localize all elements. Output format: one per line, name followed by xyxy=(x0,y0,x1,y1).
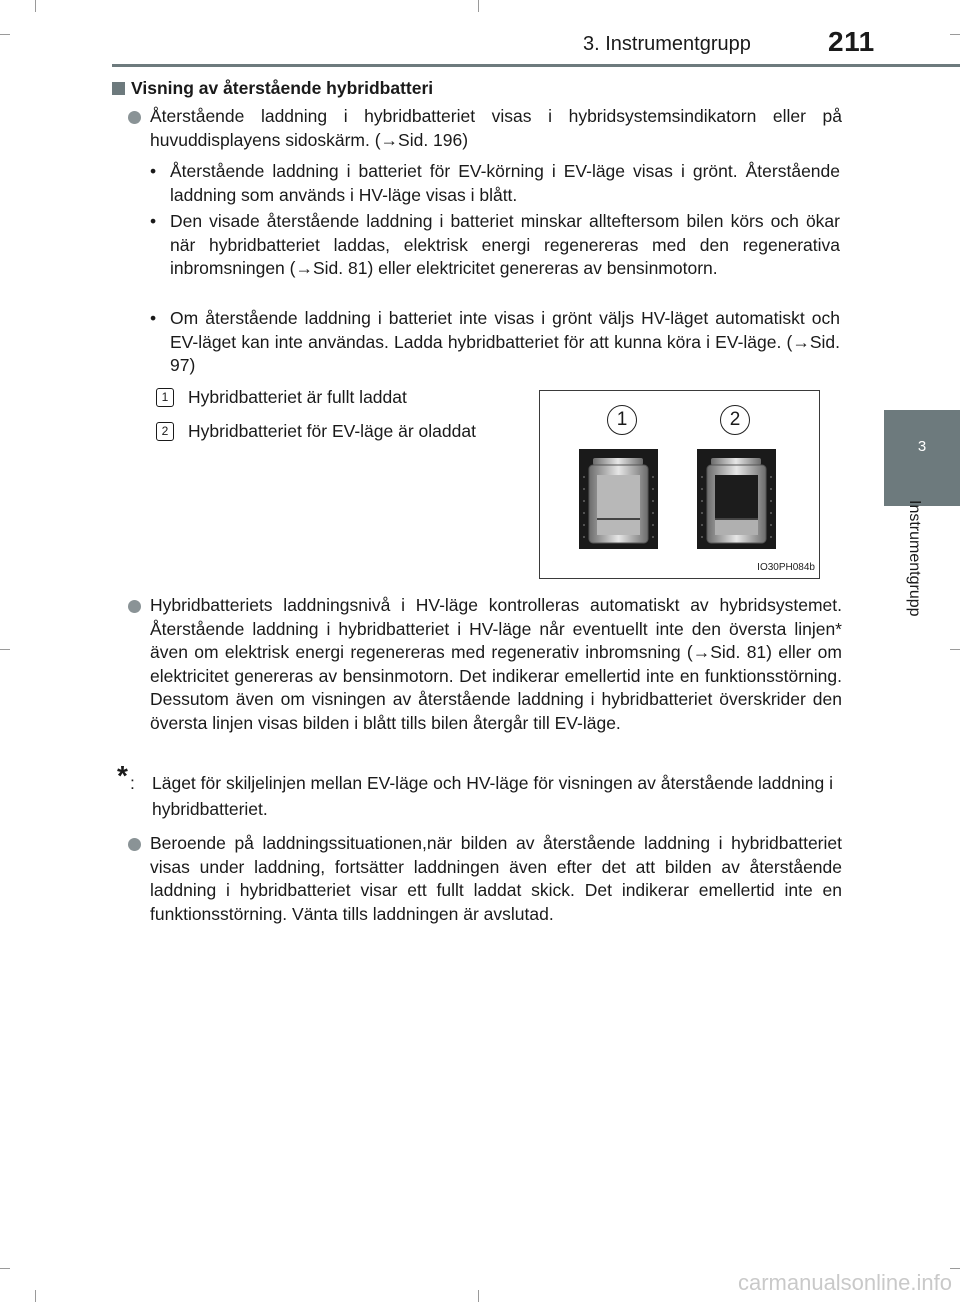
paragraph-text: Beroende på laddningssituationen,när bilden av återstående laddning i hybridbatteriet visas under laddning, fortsätter laddningen även efter det att bilden av återstående laddning i hybridbatteriet visar ett fullt laddat skick. Det indikerar emellertid inte en funktionsstörning. Vänta tills laddningen är avslutad. xyxy=(150,833,842,924)
section-heading-text: Visning av återstående hybridbatteri xyxy=(131,78,434,98)
figure-label: 1 xyxy=(607,405,637,435)
legend-item xyxy=(161,420,518,444)
bullet-mark: • xyxy=(150,308,157,328)
paragraph xyxy=(150,105,842,152)
crop-mark xyxy=(35,1290,36,1302)
battery-figure xyxy=(539,390,820,579)
paragraph-text: Återstående laddning i hybridbatteriet visas i hybridsystemsindikatorn eller på huvuddisplayens sidoskärm. (→Sid. 196) xyxy=(150,106,842,150)
footnote-colon: : xyxy=(130,773,135,793)
list-item xyxy=(150,160,840,207)
list-item xyxy=(150,210,840,281)
paragraph xyxy=(150,832,842,926)
figure-code: IO30PH084b xyxy=(757,562,815,573)
square-bullet-icon xyxy=(112,82,125,95)
crop-mark xyxy=(478,0,479,12)
battery-full-icon xyxy=(579,449,658,549)
crop-mark xyxy=(950,1268,960,1269)
crop-mark xyxy=(0,1268,10,1269)
bullet-mark: • xyxy=(150,211,157,231)
crop-mark xyxy=(0,649,10,650)
section-title: 3. Instrumentgrupp xyxy=(583,33,751,55)
page-number: 211 xyxy=(828,26,875,57)
chapter-tab[interactable] xyxy=(884,410,960,506)
figure-label: 2 xyxy=(720,405,750,435)
list-item-text: Den visade återstående laddning i batteriet minskar allteftersom bilen körs och ökar när hybridbatteriet laddas, elektrisk energi regenereras med den regenerativa inbromsningen (→Sid. 81) eller elektricitet genereras av bensinmotorn. xyxy=(170,211,840,278)
list-item-text: Återstående laddning i batteriet för EV-körning i EV-läge visas i grönt. Återstående laddning som används i HV-läge visas i blått. xyxy=(170,161,840,205)
paragraph xyxy=(150,594,842,735)
legend-number: 1 xyxy=(156,388,174,407)
bullet-dot-icon xyxy=(128,600,141,613)
list-item xyxy=(150,307,840,378)
legend-number: 2 xyxy=(156,422,174,441)
paragraph-text: Hybridbatteriets laddningsnivå i HV-läge kontrolleras automatiskt av hybridsystemet. Återstående laddning i hybridbatteriet i HV-läge når eventuellt inte den översta linjen* även om elektrisk energi regenereras med regenerativ inbromsning (→Sid. 81) eller om elektricitet genereras av bensinmotorn. Det indikerar emellertid inte en funktionsstörning. Dessutom även om visningen av återstående laddning i hybridbatteriet överskrider den översta linjen visas bilden i blått tills bilen återgår till EV-läge. xyxy=(150,595,842,733)
crop-mark xyxy=(35,0,36,12)
list-item-text: Om återstående laddning i batteriet inte visas i grönt väljs HV-läget automatiskt och EV-läget kan inte användas. Ladda hybridbatteriet för att kunna köra i EV-läge. (→Sid. 97) xyxy=(170,308,840,375)
footnote-text: Läget för skiljelinjen mellan EV-läge och HV-läge för visningen av återstående laddning i hybridbatteriet. xyxy=(152,773,833,819)
battery-empty-icon xyxy=(697,449,776,549)
chapter-number: 3 xyxy=(917,438,927,455)
section-heading xyxy=(112,78,433,99)
crop-mark xyxy=(950,34,960,35)
footnote xyxy=(130,770,864,822)
legend-item xyxy=(161,386,518,410)
watermark: carmanualsonline.info xyxy=(737,1270,952,1295)
battery-illustration xyxy=(540,391,819,578)
crop-mark xyxy=(0,34,10,35)
battery-charge-level xyxy=(597,475,640,535)
bullet-mark: • xyxy=(150,161,157,181)
crop-mark xyxy=(950,649,960,650)
legend-text: Hybridbatteriet är fullt laddat xyxy=(188,387,407,407)
footnote-marker: * xyxy=(117,760,128,791)
bullet-dot-icon xyxy=(128,838,141,851)
crop-mark xyxy=(478,1290,479,1302)
bullet-dot-icon xyxy=(128,111,141,124)
chapter-label: Instrumentgrupp xyxy=(906,500,923,617)
legend-text: Hybridbatteriet för EV-läge är oladdat xyxy=(188,421,476,441)
header-rule xyxy=(112,64,960,67)
